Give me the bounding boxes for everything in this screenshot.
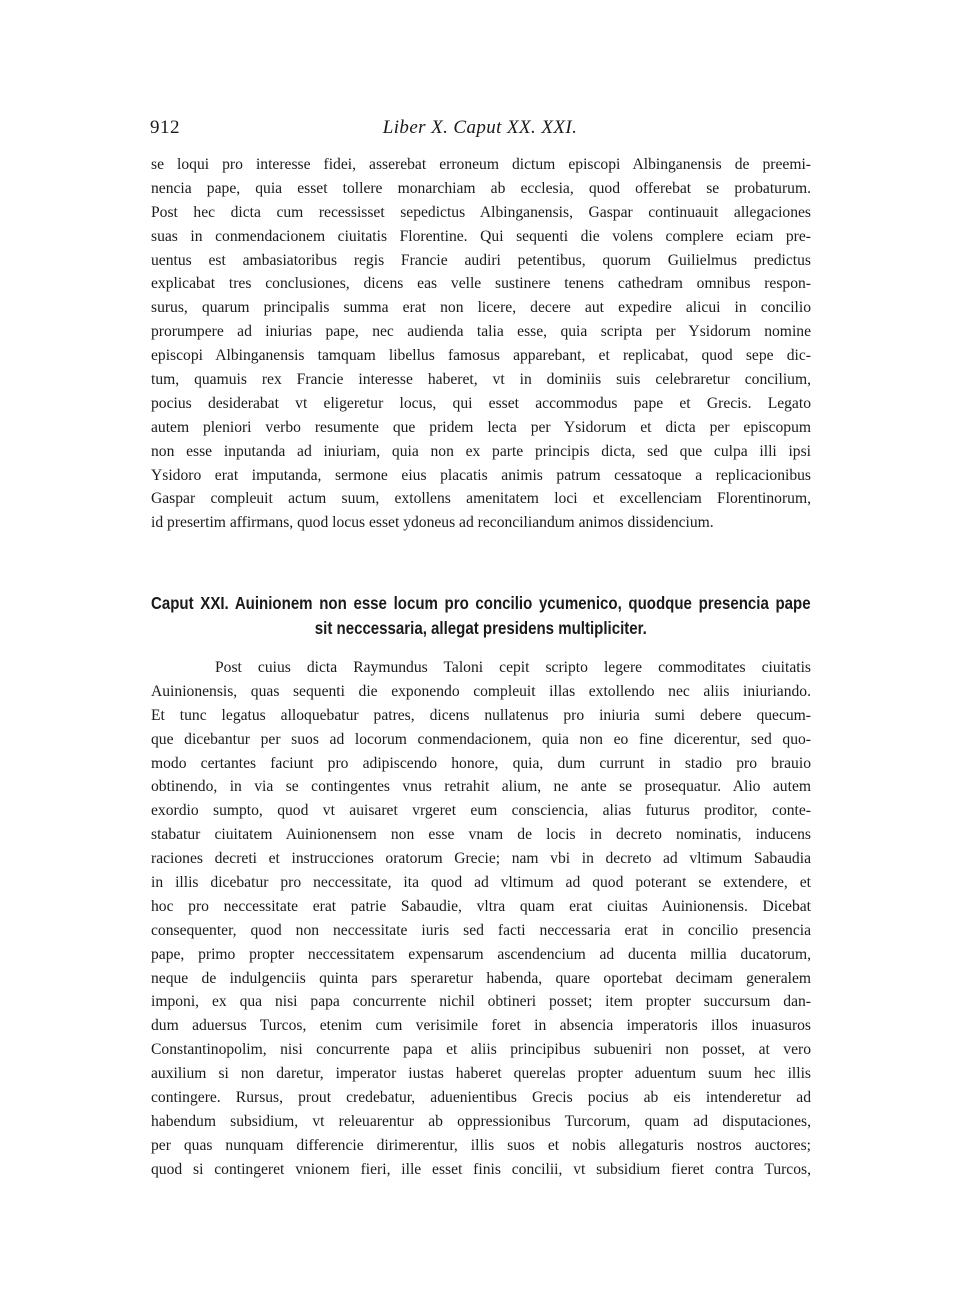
text-line: non esse inputanda ad iniuriam, quia non ex parte principis dicta, sed que culpa illi ipsi	[151, 442, 811, 460]
text-line: consequenter, quod non neccessitate iuris sed facti neccessaria erat in concilio presencia	[151, 921, 811, 939]
text-line: id presertim affirmans, quod locus esset ydoneus ad reconciliandum animos dissidencium.	[151, 514, 714, 532]
text-line: in illis dicebatur pro neccessitate, ita quod ad vltimum ad quod poterant se extendere, et	[151, 874, 811, 892]
text-line: episcopi Albinganensis tamquam libellus famosus apparebant, et replicabat, quod sepe dic-	[151, 347, 811, 365]
text-line: tum, quamuis rex Francie interesse haberet, vt in dominiis suis celebraretur concilium,	[151, 371, 811, 389]
text-line: prorumpere ad iniurias pape, nec audienda talia esse, quia scripta per Ysidorum nomine	[151, 323, 811, 341]
text-line: se loqui pro interesse fidei, asserebat erroneum dictum episcopi Albinganensis de preemi-	[151, 156, 811, 173]
chapter-heading	[151, 591, 811, 641]
text-line: hoc pro neccessitate erat patrie Sabaudie, vltra quam erat ciuitas Auinionensis. Dicebat	[151, 897, 811, 915]
text-line: exordio sumpto, quod vt auisaret vrgeret eum consciencia, alias futurus proditor, conte-	[151, 802, 811, 820]
text-line: per quas nunquam differencie dirimerentur, illis suos et nobis allegaturis nostros auctores;	[151, 1136, 811, 1154]
continuation-paragraph	[151, 153, 811, 535]
chapter-heading-line: Caput XXI. Auinionem non esse locum pro concilio ycumenico, quodque presencia pape	[151, 593, 811, 613]
page-number: 912	[150, 117, 180, 138]
text-line: explicabat tres conclusiones, dicens eas velle sustinere tenens cathedram omnibus respon-	[151, 275, 811, 293]
text-line: Ysidoro erat imputanda, sermone eius placatis animis patrum cessatoque a replicacionibus	[151, 466, 811, 484]
text-line: dum aduersus Turcos, etenim cum verisimile foret in absencia imperatoris illos inuasuros	[151, 1017, 811, 1035]
text-line: habendum subsidium, vt releuarentur ab oppressionibus Turcorum, quam ad disputaciones,	[151, 1112, 811, 1130]
text-line: imponi, ex qua nisi papa concurrente nichil obtineri posset; item propter succursum dan-	[151, 993, 811, 1011]
text-line: suas in conmendacionem ciuitatis Florentine. Qui sequenti die volens complere eciam pre-	[151, 227, 811, 245]
chapter-heading-line: sit neccessaria, allegat presidens multipliciter.	[314, 618, 647, 638]
text-line: Gaspar compleuit actum suum, extollens amenitatem loci et excellenciam Florentinorum,	[151, 490, 811, 508]
text-line: stabatur ciuitatem Auinionensem non esse vnam de locis in decreto nominatis, inducens	[151, 826, 811, 844]
text-line: obtinendo, in via se contingentes vnus retrahit alium, ne ante se prosequatur. Alio autem	[151, 778, 811, 796]
text-line: nencia pape, quia esset tollere monarchiam ab ecclesia, quod offerebat se probaturum.	[151, 179, 811, 197]
text-line: neque de indulgenciis quinta pars speraretur habenda, quare oportebat decimam generalem	[151, 969, 811, 987]
text-line: Auinionensis, quas sequenti die exponendo compleuit illas extollendo nec aliis iniuriando.	[151, 682, 811, 700]
text-line: Constantinopolim, nisi concurrente papa et aliis principibus subueniri non posset, at vero	[151, 1041, 811, 1059]
chapter-body	[151, 656, 811, 1182]
text-line: Post cuius dicta Raymundus Taloni cepit scripto legere commoditates ciuitatis	[215, 659, 811, 676]
text-line: Et tunc legatus alloquebatur patres, dicens nullatenus pro iniuria sumi debere quecum-	[151, 706, 811, 724]
text-line: que dicebantur per suos ad locorum conmendacionem, quia non eo fine dicerentur, sed quo-	[151, 730, 811, 748]
text-line: uentus est ambasiatoribus regis Francie audiri petentibus, quorum Guilielmus predictus	[151, 251, 811, 269]
text-line: auxilium si non daretur, imperator iustas haberet querelas propter aduentum suum hec illis	[151, 1065, 811, 1083]
text-line: modo certantes faciunt pro adipiscendo honore, quia, dum currunt in stadio pro brauio	[151, 754, 811, 772]
text-line: contingere. Rursus, prout credebatur, aduenientibus Grecis pocius ab eis intenderetur ad	[151, 1089, 811, 1107]
text-line: Post hec dicta cum recessisset sepedictus Albinganensis, Gaspar continuauit allegaciones	[151, 203, 811, 221]
text-line: pape, primo propter neccessitatem expensarum ascendencium ad ducenta millia ducatorum,	[151, 945, 811, 963]
running-head: Liber X. Caput XX. XXI.	[382, 117, 578, 138]
text-line: pocius desiderabat vt eligeretur locus, qui esset accommodus pape et Grecis. Legato	[151, 394, 811, 412]
text-line: surus, quarum principalis summa erat non licere, decere aut expedire alicui in concilio	[151, 299, 811, 317]
text-line: autem pleniori verbo resumente que pridem lecta per Ysidorum et dicta per episcopum	[151, 418, 811, 436]
text-line: quod si contingeret vnionem fieri, ille esset finis concilii, vt subsidium fieret contra Turcos,	[151, 1160, 811, 1178]
text-line: raciones decreti et instrucciones oratorum Grecie; nam vbi in decreto ad vltimum Sabaudia	[151, 850, 811, 868]
